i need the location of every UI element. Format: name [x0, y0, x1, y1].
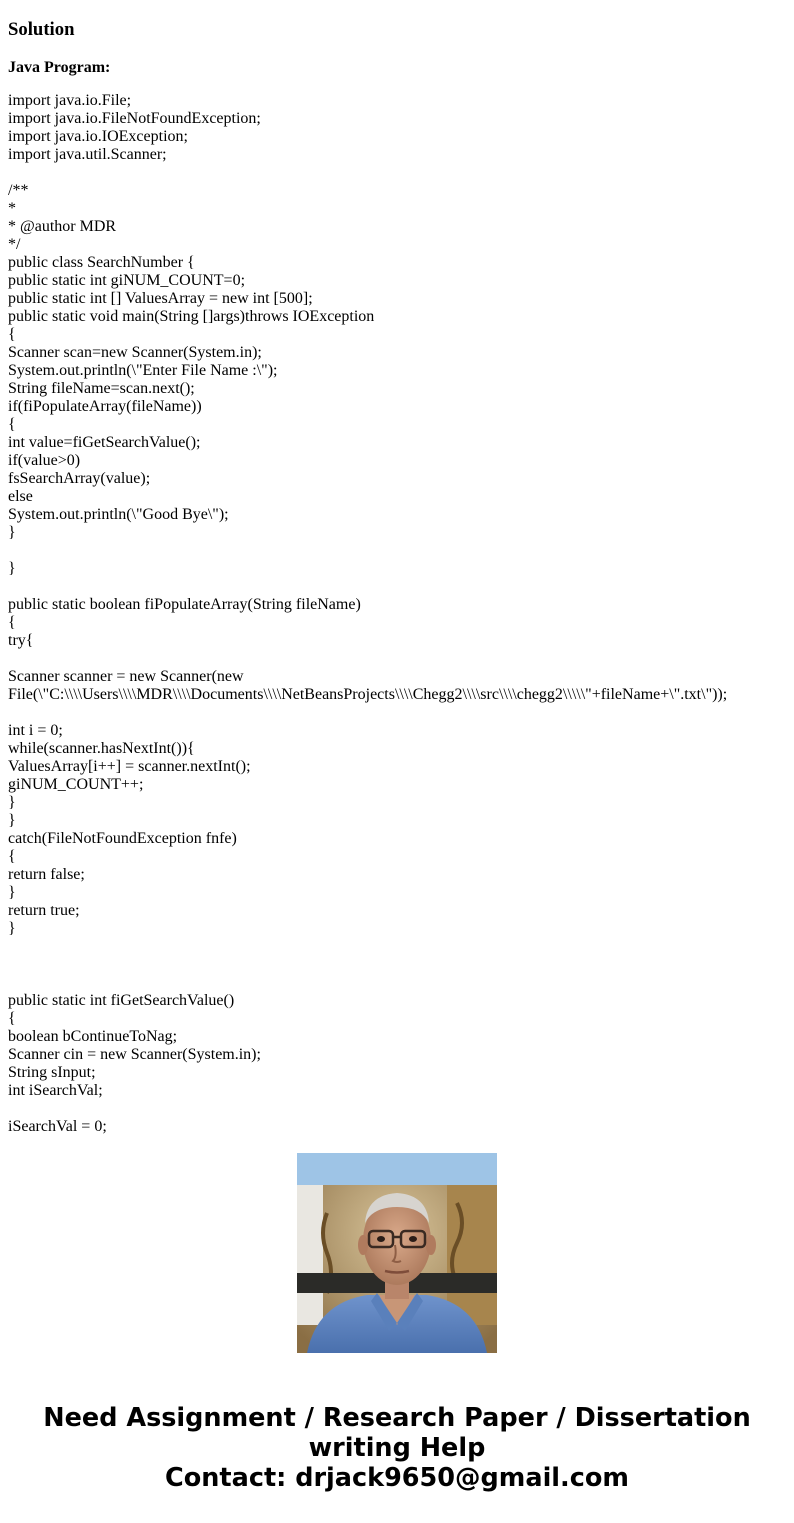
code-line [8, 164, 786, 182]
code-line: import java.io.IOException; [8, 128, 188, 145]
code-line: System.out.println(\"Good Bye\"); [8, 506, 229, 523]
code-line: public static void main(String []args)throws IOException [8, 308, 375, 325]
code-line: boolean bContinueToNag; [8, 1028, 178, 1045]
code-line: * [8, 200, 16, 217]
code-line [8, 704, 786, 722]
code-line: fsSearchArray(value); [8, 470, 151, 487]
code-line: public static int [] ValuesArray = new int [500]; [8, 290, 313, 307]
promo-banner [0, 1403, 794, 1493]
code-line: { [8, 614, 16, 631]
code-line: else [8, 488, 33, 505]
code-line: int i = 0; [8, 722, 63, 739]
code-line [8, 578, 786, 596]
code-line: while(scanner.hasNextInt()){ [8, 740, 195, 757]
code-line: Scanner scanner = new Scanner(new [8, 668, 244, 685]
code-line: } [8, 560, 16, 577]
code-line [8, 650, 786, 668]
code-line: Scanner scan=new Scanner(System.in); [8, 344, 262, 361]
promo-line-3: Contact: drjack9650@gmail.com [165, 1463, 629, 1493]
code-line [8, 542, 786, 560]
code-line: int value=fiGetSearchValue(); [8, 434, 201, 451]
code-line: int iSearchVal; [8, 1082, 103, 1099]
program-heading: Java Program: [8, 59, 111, 76]
code-line: } [8, 920, 16, 937]
code-line: File(\"C:\\\\Users\\\\MDR\\\\Documents\\\\NetBeansProjects\\\\Chegg2\\\\src\\\\chegg2\\\\\"+fileName+\".txt\")); [8, 686, 728, 703]
code-line: { [8, 848, 16, 865]
code-line: import java.io.FileNotFoundException; [8, 110, 261, 127]
code-line: iSearchVal = 0; [8, 1118, 107, 1135]
code-line: */ [8, 236, 21, 253]
code-line: public class SearchNumber { [8, 254, 195, 271]
code-line: return false; [8, 866, 85, 883]
code-line: } [8, 812, 16, 829]
promo-line-2: writing Help [308, 1433, 486, 1463]
code-line: { [8, 326, 16, 343]
code-line: return true; [8, 902, 80, 919]
code-line: String sInput; [8, 1064, 96, 1081]
code-line: Scanner cin = new Scanner(System.in); [8, 1046, 261, 1063]
code-line [8, 1100, 786, 1118]
solution-heading: Solution [8, 19, 75, 40]
code-line: giNUM_COUNT++; [8, 776, 144, 793]
code-line: System.out.println(\"Enter File Name :\"); [8, 362, 278, 379]
code-line: } [8, 794, 16, 811]
code-line: public static int giNUM_COUNT=0; [8, 272, 246, 289]
code-line: public static int fiGetSearchValue() [8, 992, 235, 1009]
code-line [8, 938, 786, 956]
code-line: public static boolean fiPopulateArray(String fileName) [8, 596, 361, 613]
code-line: } [8, 884, 16, 901]
code-line: catch(FileNotFoundException fnfe) [8, 830, 237, 847]
code-line [8, 974, 786, 992]
code-line: } [8, 524, 16, 541]
promo-line-1: Need Assignment / Research Paper / Dissertation [43, 1403, 751, 1433]
author-photo-image [297, 1153, 497, 1353]
code-line: import java.io.File; [8, 92, 132, 109]
code-line: import java.util.Scanner; [8, 146, 167, 163]
code-line: * @author MDR [8, 218, 117, 235]
code-line: ValuesArray[i++] = scanner.nextInt(); [8, 758, 251, 775]
author-photo [297, 1153, 497, 1353]
code-block [8, 92, 786, 1135]
code-line: try{ [8, 632, 34, 649]
code-line: /** [8, 182, 29, 199]
code-line: if(value>0) [8, 452, 81, 469]
code-line: String fileName=scan.next(); [8, 380, 195, 397]
code-line: { [8, 1010, 16, 1027]
code-line: { [8, 416, 16, 433]
code-line: if(fiPopulateArray(fileName)) [8, 398, 202, 415]
code-line [8, 956, 786, 974]
